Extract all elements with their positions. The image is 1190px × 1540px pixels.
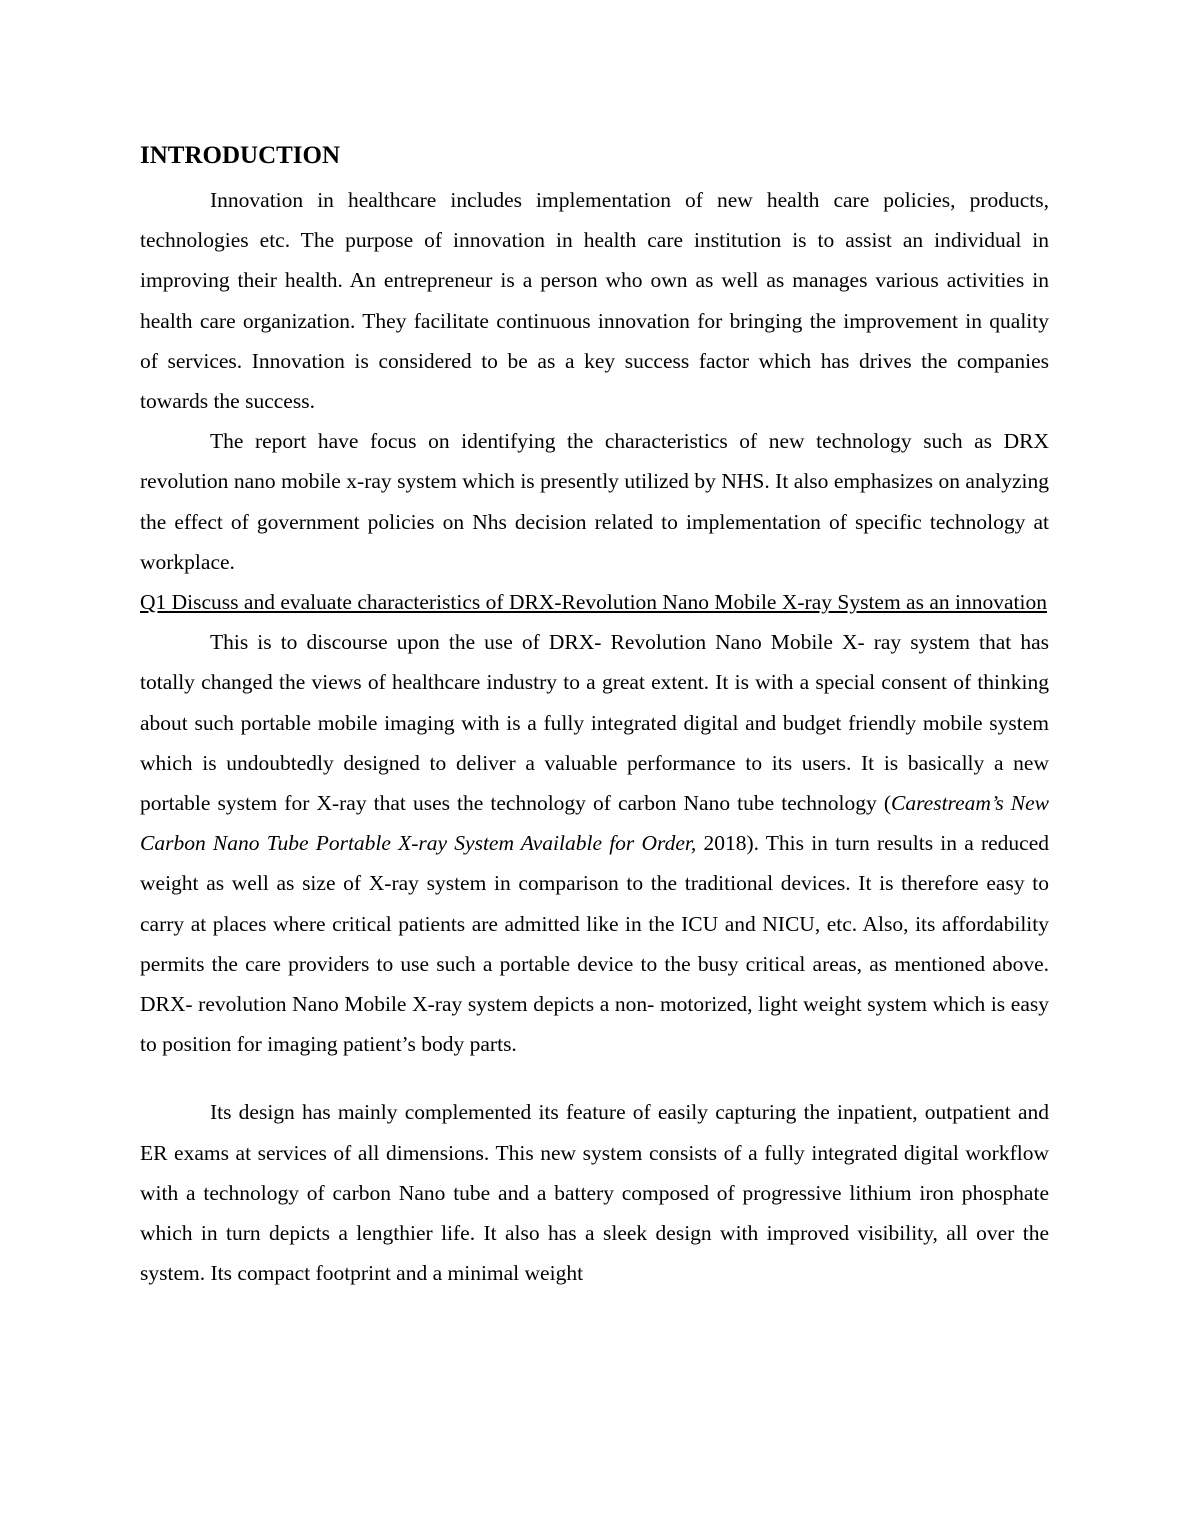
paragraph-3-text-start: This is to discourse upon the use of DRX- Revolution Nano Mobile X- ray system that has totally changed the views of healthcare industry to a great extent. It is with a special consent of thinking about such portable mobile imaging with is a fully integrated digital and budget friendly mobile system which is undoubtedly designed to deliver a valuable performance to its users. It is basically a new portable system for X-ray that uses the technology of carbon Nano tube technology ( [140,630,1049,816]
section-heading-introduction: INTRODUCTION [140,142,341,169]
page-content [140,138,1049,1293]
citation-title: Carestream’s New Carbon Nano Tube Portable X-ray System Available for Order, [140,791,1049,856]
intro-paragraph-1: Innovation in healthcare includes implementation of new health care policies, products, technologies etc. The purpose of innovation in health care institution is to assist an individual in improving their health. An entrepreneur is a person who own as well as manages various activities in health care organization. They facilitate continuous innovation for bringing the improvement in quality of services. Innovation is considered to be as a key success factor which has drives the companies towards the success. [140,188,1049,414]
body-paragraph-3 [140,622,1049,1064]
paragraph-3-text-end: 2018). This in turn results in a reduced weight as well as size of X-ray system in comparison to the traditional devices. It is therefore easy to carry at places where critical patients are admitted like in the ICU and NICU, etc. Also, its affordability permits the care providers to use such a portable device to the busy critical areas, as mentioned above. DRX- revolution Nano Mobile X-ray system depicts a non- motorized, light weight system which is easy to position for imaging patient’s body parts. [140,831,1049,1057]
intro-paragraph-2: The report have focus on identifying the characteristics of new technology such as DRX revolution nano mobile x-ray system which is presently utilized by NHS. It also emphasizes on analyzing the effect of government policies on Nhs decision related to implementation of specific technology at workplace. [140,429,1049,574]
question-heading-q1: Q1 Discuss and evaluate characteristics of DRX-Revolution Nano Mobile X-ray System as an innovation [140,590,1047,615]
body-paragraph-4: Its design has mainly complemented its feature of easily capturing the inpatient, outpatient and ER exams at services of all dimensions. This new system consists of a fully integrated digital workflow with a technology of carbon Nano tube and a battery composed of progressive lithium iron phosphate which in turn depicts a lengthier life. It also has a sleek design with improved visibility, all over the system. Its compact footprint and a minimal weight [140,1100,1049,1286]
